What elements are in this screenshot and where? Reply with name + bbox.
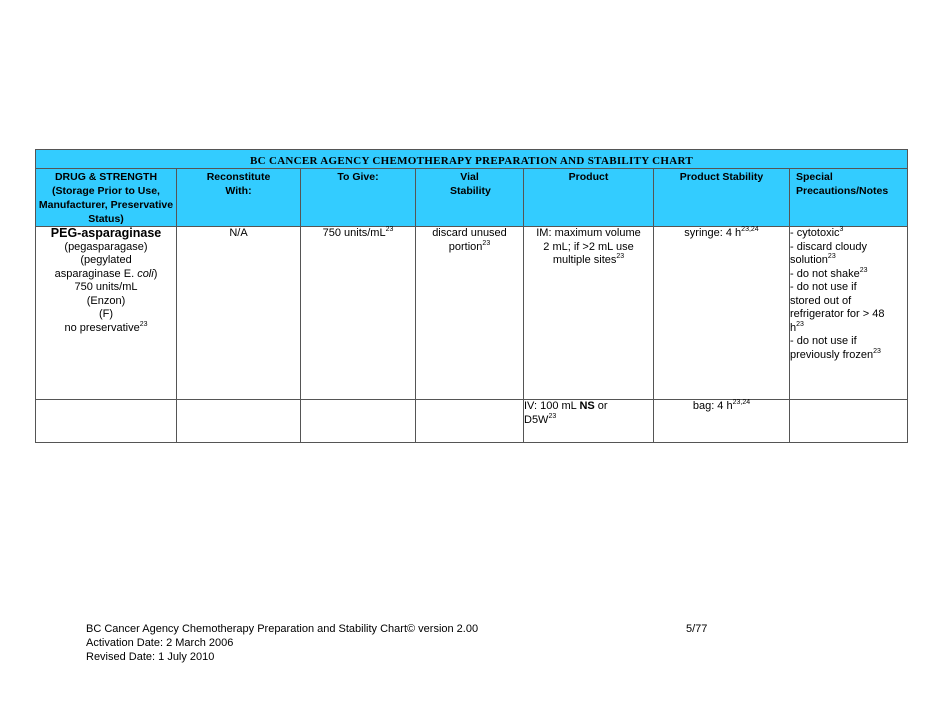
note-text: stored out of xyxy=(790,294,852,307)
to-give-value: 750 units/mL xyxy=(322,227,386,239)
note-line xyxy=(790,349,907,363)
vial-stability-cell xyxy=(416,400,524,443)
drug-line: (pegylated xyxy=(80,254,132,266)
product-part: IV: 100 mL xyxy=(524,400,580,412)
reconstitute-cell xyxy=(177,227,301,400)
reconstitute-value: N/A xyxy=(229,227,248,239)
note-text: - discard cloudy xyxy=(790,240,868,253)
to-give-cell xyxy=(301,227,416,400)
reference-superscript: 23 xyxy=(873,347,881,355)
reference-superscript: 3 xyxy=(839,226,844,233)
reconstitute-cell xyxy=(177,400,301,443)
drug-line-italic: coli xyxy=(137,267,154,280)
note-line xyxy=(790,308,907,322)
page-number: 5/77 xyxy=(686,623,708,635)
product-line: 2 mL; if >2 mL use xyxy=(543,240,634,253)
header-to-give-text: To Give: xyxy=(337,171,379,183)
note-text: - do not use if xyxy=(790,281,857,293)
stability-chart-table xyxy=(35,149,908,443)
product-bold: NS xyxy=(579,400,595,412)
header-to-give xyxy=(301,169,416,227)
reference-superscript: 23 xyxy=(385,226,394,233)
drug-line-part: ) xyxy=(153,267,158,280)
drug-line-part: no preservative xyxy=(64,321,140,334)
note-line xyxy=(790,254,907,268)
header-product-text: Product xyxy=(568,171,609,183)
product-line xyxy=(524,400,653,414)
header-reconstitute-text: Reconstitute With: xyxy=(206,171,271,197)
product-part: or xyxy=(594,400,608,412)
reference-superscript: 23 xyxy=(482,239,491,247)
note-line xyxy=(790,295,907,309)
header-reconstitute xyxy=(177,169,301,227)
table-row xyxy=(36,227,908,400)
chart-title xyxy=(36,150,908,169)
drug-line: (F) xyxy=(98,308,114,320)
product-cell xyxy=(524,400,654,443)
header-product-stability-text: Product Stability xyxy=(679,171,764,183)
product-part: multiple sites xyxy=(552,254,617,266)
header-drug-strength xyxy=(36,169,177,227)
page-footer xyxy=(86,622,708,664)
reference-superscript: 23,24 xyxy=(732,399,751,406)
vial-stability-part: portion xyxy=(448,240,483,253)
header-drug-text: DRUG & STRENGTH (Storage Prior to Use, Manufacturer, Preservative Status) xyxy=(38,171,174,225)
special-precautions-cell xyxy=(790,227,908,400)
vial-stability-line xyxy=(416,241,523,255)
to-give-cell xyxy=(301,400,416,443)
header-product xyxy=(524,169,654,227)
note-text: previously frozen xyxy=(790,348,874,361)
reference-superscript: 23 xyxy=(548,412,557,420)
drug-strength-cell xyxy=(36,227,177,400)
product-line xyxy=(524,414,653,428)
note-line xyxy=(790,227,907,241)
product-line: IM: maximum volume xyxy=(536,227,641,239)
header-product-stability xyxy=(654,169,790,227)
note-line xyxy=(790,335,907,349)
product-stability-value: bag: 4 h xyxy=(692,400,733,412)
note-text: refrigerator for > 48 xyxy=(790,308,885,320)
reference-superscript: 23 xyxy=(859,266,868,274)
reference-superscript: 23 xyxy=(616,253,625,260)
reference-superscript: 23 xyxy=(827,253,836,260)
footer-document-title: BC Cancer Agency Chemotherapy Preparation and Stability Chart© version 2.00 xyxy=(86,623,479,635)
notes-list xyxy=(790,227,907,362)
note-line xyxy=(790,268,907,282)
product-part: D5W xyxy=(524,413,549,426)
footer-revised-date: Revised Date: 1 July 2010 xyxy=(86,651,215,663)
note-line xyxy=(790,281,907,295)
drug-line-part: asparaginase E. xyxy=(54,267,138,280)
reference-superscript: 23,24 xyxy=(741,226,759,233)
header-vial-text: Vial Stability xyxy=(450,171,491,197)
footer-activation-date: Activation Date: 2 March 2006 xyxy=(86,637,234,649)
note-line xyxy=(790,322,907,336)
product-line xyxy=(524,254,653,268)
drug-name: PEG-asparaginase xyxy=(50,226,162,240)
reference-superscript: 23 xyxy=(139,320,148,328)
drug-strength-cell xyxy=(36,400,177,443)
vial-stability-line: discard unused xyxy=(432,227,507,239)
table-row xyxy=(36,400,908,443)
header-special-text: Special Precautions/Notes xyxy=(796,171,889,197)
product-stability-value: syringe: 4 h xyxy=(684,227,742,239)
note-line xyxy=(790,241,907,255)
drug-line xyxy=(36,268,176,282)
chart-title-text: BC CANCER AGENCY CHEMOTHERAPY PREPARATION AND STABILITY CHART xyxy=(250,155,693,167)
drug-line: 750 units/mL xyxy=(74,281,138,293)
product-cell xyxy=(524,227,654,400)
header-special-precautions xyxy=(790,169,908,227)
product-stability-cell xyxy=(654,400,790,443)
drug-line: (pegasparagase) xyxy=(64,240,148,253)
product-stability-cell xyxy=(654,227,790,400)
note-text: h xyxy=(790,321,797,334)
special-precautions-cell xyxy=(790,400,908,443)
note-text: - do not use if xyxy=(790,335,857,347)
header-vial-stability xyxy=(416,169,524,227)
reference-superscript: 23 xyxy=(796,320,804,328)
note-text: - do not shake xyxy=(790,267,860,280)
note-text: solution xyxy=(790,254,828,266)
drug-line xyxy=(36,322,176,336)
vial-stability-cell xyxy=(416,227,524,400)
note-text: - cytotoxic xyxy=(790,227,840,239)
drug-line: (Enzon) xyxy=(86,294,126,307)
